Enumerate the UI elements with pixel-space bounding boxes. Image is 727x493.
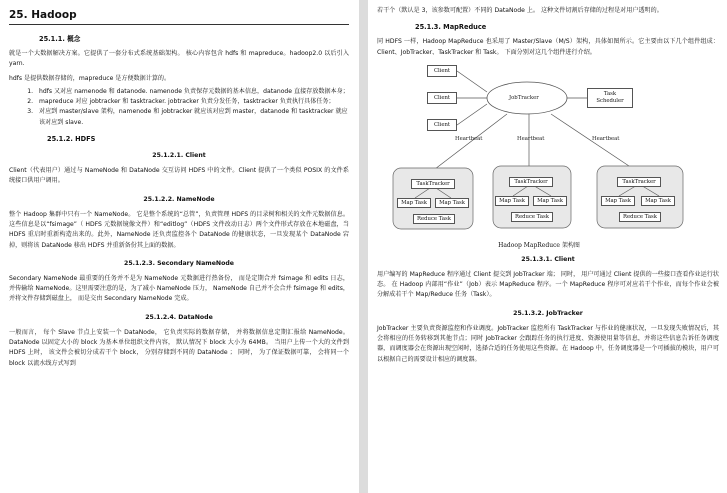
reduce-task-label: Reduce Task (515, 213, 549, 220)
tasktracker-node (617, 177, 661, 187)
map-task-node (495, 196, 529, 206)
client-node-label: Client (433, 121, 451, 128)
map-task-node (601, 196, 635, 206)
paragraph-continued: 若干个（默认是 3，该参数可配置）不同的 DataNode 上。 这种文件切割后存储的过程是对用户透明的。 (377, 7, 663, 14)
task-scheduler-node (587, 88, 633, 108)
paragraph-hdfs-storage: hdfs 是提供数据存储的，mapreduce 是方便数据计算的。 (9, 74, 171, 82)
map-task-node (435, 198, 469, 208)
heartbeat-label: Heartbeat (517, 135, 545, 142)
map-task-node (641, 196, 675, 206)
map-task-label: Map Task (605, 197, 631, 204)
tasktracker-label: TaskTracker (514, 178, 548, 185)
tasktracker-node (509, 177, 553, 187)
client-node-label: Client (433, 94, 451, 101)
paragraph-jobtracker: JobTracker 主要负责资源监控和作业调度。JobTracker 监控所有 TaskTracker 与作业的健康状况，一旦发现失败情况后，其会将相应的任务转移到其他节点；同时 JobTracker 会跟踪任务的执行进度、资源使用量等信息，并将这些信息告诉任务调度器，而调度器会在资源出现空闲时，选择合适的任务使用这些资源。在 Hadoop 中，任务调度器是一个可插拔的模块，用户可以根据自己的需要设计相应的调度器。 (377, 324, 719, 363)
left-page (0, 0, 359, 493)
map-task-node (533, 196, 567, 206)
map-task-label: Map Task (537, 197, 563, 204)
subsection-heading-datanode: 25.1.2.4. DataNode (145, 313, 213, 321)
map-task-label: Map Task (401, 199, 427, 206)
paragraph-namenode: 整个 Hadoop 集群中只有一个 NameNode。 它是整个系统的“总管”，负责管理 HDFS 的目录树和相关的文件元数据信息。 这些信息是以“fsimage”（ HDFS 元数据镜像文件）和“editlog”（HDFS 文件改动日志）两个文件形式存放在本地磁盘，当 HDFS 重启时重新构造出来的。此外，NameNode 还负责监控各个 DataNode 的健康状态，一旦发现某个 DataNode 宕掉，则将该 DataNode 移出 HDFS 并重新备份其上面的数据。 (9, 210, 349, 249)
list-item: 3. 对应到 master/slave 架构，namenode 和 jobtracker 就应该对应到 master，datanode 和 tasktracker 就应该对应到 slave. (35, 107, 349, 128)
paragraph-secondary-namenode: Secondary NameNode 最重要的任务并不是为 NameNode 元数据进行热备份， 而是定期合并 fsimage 和 edits 日志， 并传输给 NameNode。这里需要注意的是，为了减小 NameNode 压力， NameNode 自己并不会合并 fsimage 和 edits， 并将文件存储到磁盘上， 而是交由 Secondary NameNode 完成。 (9, 274, 349, 303)
client-node (427, 119, 457, 131)
right-page (368, 0, 727, 493)
client-node (427, 92, 457, 104)
reduce-task-label: Reduce Task (417, 215, 451, 222)
map-task-label: Map Task (439, 199, 465, 206)
concept-list (9, 87, 349, 128)
reduce-task-node (619, 212, 661, 222)
map-task-label: Map Task (499, 197, 525, 204)
heartbeat-label: Heartbeat (455, 135, 483, 142)
section-heading-hdfs: 25.1.2. HDFS (47, 135, 96, 144)
client-node-label: Client (433, 67, 451, 74)
list-item: 2. mapreduce 对应 jobtracker 和 tasktracker. jobtracker 负责分发任务，tasktracker 负责执行具体任务； (35, 97, 349, 107)
map-task-node (397, 198, 431, 208)
reduce-task-node (413, 214, 455, 224)
paragraph-mapreduce: 同 HDFS 一样，Hadoop MapReduce 也采用了 Master/Slave（M/S）架构，具体如图所示。它主要由以下几个组件组成：Client、JobTracker、TaskTracker 和 Task。 下面分别对这几个组件进行介绍。 (377, 38, 719, 56)
subsection-heading-namenode: 25.1.2.2. NameNode (143, 195, 215, 203)
tasktracker-node (411, 179, 455, 189)
subsection-heading-secondary-namenode: 25.1.2.3. Secondary NameNode (124, 259, 234, 267)
reduce-task-node (511, 212, 553, 222)
list-item: 1. hdfs 又对应 namenode 和 datanode. namenode 负责保存元数据的基本信息，datanode 直接存放数据本身； (35, 87, 349, 97)
paragraph-client: Client（代表用户）通过与 NameNode 和 DataNode 交互访问 HDFS 中的文件。Client 提供了一个类似 POSIX 的文件系统接口供用户调用。 (9, 167, 349, 185)
figure-caption: Hadoop MapReduce 架构图 (498, 241, 580, 249)
subsection-heading-jobtracker: 25.1.3.2. JobTracker (513, 309, 583, 317)
section-heading-mapreduce: 25.1.3. MapReduce (415, 23, 487, 32)
tasktracker-label: TaskTracker (622, 178, 656, 185)
client-node (427, 65, 457, 77)
tasktracker-label: TaskTracker (416, 180, 450, 187)
paragraph-client: 用户编写的 MapReduce 程序通过 Client 提交到 JobTracker 端； 同时， 用户可通过 Client 提供的一些接口查看作业运行状态。 在 Hadoop 内部用“作业”（Job）表示 MapReduce 程序。一个 MapReduce 程序可对应若干个作业，而每个作业会被分解成若干个 Map/Reduce 任务（Task）。 (377, 270, 719, 299)
subsection-heading-client: 25.1.2.1. Client (152, 152, 206, 160)
section-heading-concept: 25.1.1. 概念 (39, 35, 81, 43)
task-scheduler-label: Scheduler (596, 97, 624, 104)
reduce-task-label: Reduce Task (623, 213, 657, 220)
task-scheduler-label: Task (603, 90, 617, 97)
heartbeat-label: Heartbeat (592, 135, 620, 142)
paragraph-intro: 就是一个大数据解决方案。它提供了一套分布式系统基础架构。 核心内容包含 hdfs 和 mapreduce。hadoop2.0 以后引入 yarn. (9, 50, 349, 68)
subsection-heading-client: 25.1.3.1. Client (521, 255, 575, 263)
chapter-heading: 25. Hadoop (9, 9, 349, 25)
paragraph-datanode: 一般而言， 每个 Slave 节点上安装一个 DataNode， 它负责实际的数据存储， 并将数据信息定期汇报给 NameNode。 DataNode 以固定大小的 block 为基本单位组织文件内容， 默认情况下 block 大小为 64MB。 当用户上传一个大的文件到 HDFS 上时， 该文件会被切分成若干个 block， 分别存储到不同的 DataNode ； 同时， 为了保证数据可靠， 会将同一个 block 以流水线方式写到 (9, 328, 349, 367)
map-task-label: Map Task (645, 197, 671, 204)
mapreduce-architecture-diagram (389, 62, 689, 250)
jobtracker-label: JobTracker (509, 94, 539, 101)
